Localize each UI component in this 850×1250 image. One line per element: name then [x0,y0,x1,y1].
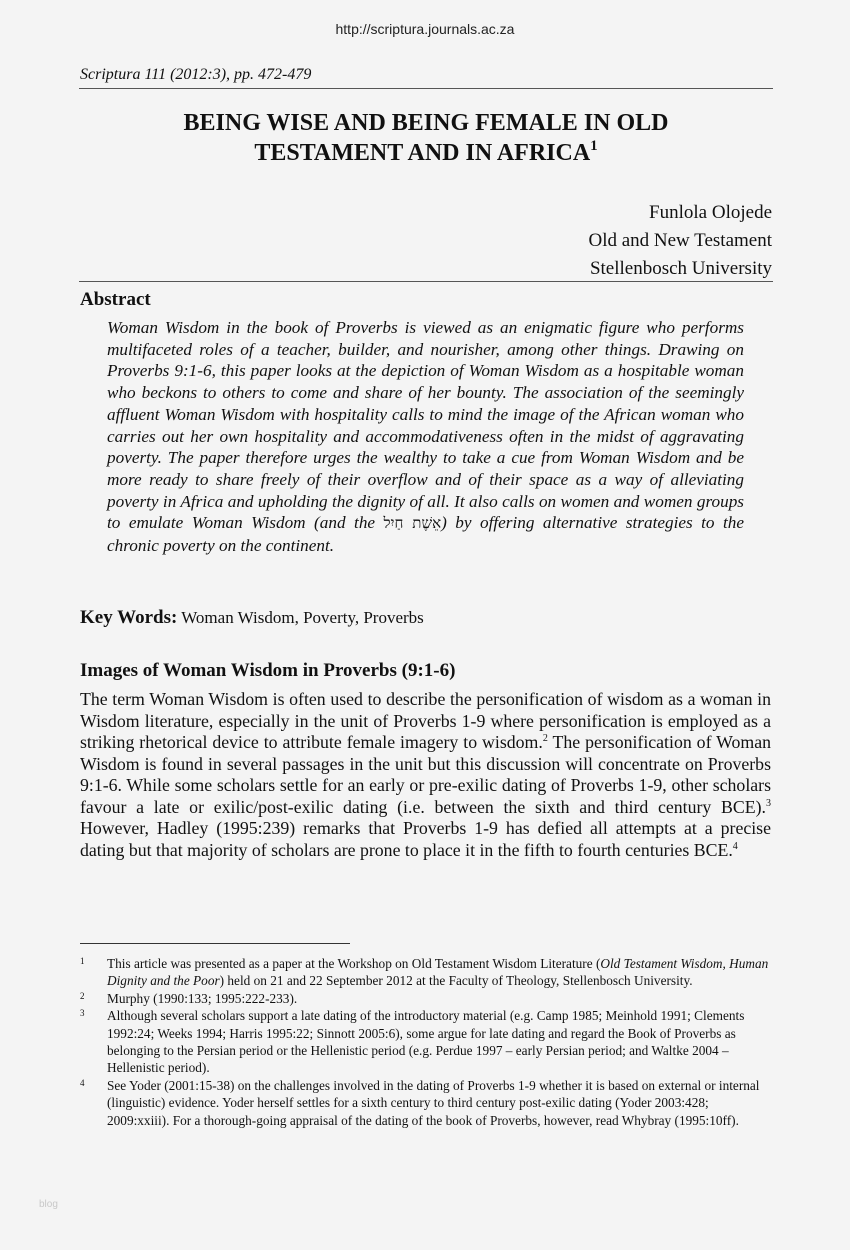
abstract-text [107,317,744,557]
footnote [80,955,772,990]
journal-reference: Scriptura 111 (2012:3), pp. 472-479 [80,66,312,83]
keywords-label: Key Words: [80,607,178,628]
footnotes [80,955,772,1129]
article-title [80,108,772,168]
footnote-text: See Yoder (2001:15-38) on the challenges involved in the dating of Proverbs 1-9 whether it is based on external or internal (linguistic) evidence. Yoder herself settles for a sixth century to third century post-exilic dating (Yoder 2003:428; 2009:xxiii). For a thorough-going appraisal of the dating of the book of Proverbs, however, read Whybray (1995:10ff). [107,1077,760,1128]
body-text-part-2: The personification of Woman Wisdom is found in several passages in the unit but this discussion will concentrate on Proverbs 9:1-6. While some scholars settle for an early or pre-exilic dating of Proverbs 1-9, other scholars favour a late or exilic/post-exilic dating (i.e. between the sixth and third century BCE). [80,732,771,817]
author-name: Funlola Olojede [649,202,772,223]
abstract-heading: Abstract [80,289,151,310]
author-block [588,199,772,283]
footnote-text: ) held on 21 and 22 September 2012 at the Faculty of Theology, Stellenbosch University. [219,973,693,989]
watermark: blog [39,1199,58,1210]
title-line-1: BEING WISE AND BEING FEMALE IN OLD [183,110,669,136]
body-paragraph [80,689,771,861]
author-department: Old and New Testament [588,230,772,251]
source-url[interactable]: http://scriptura.journals.ac.za [335,21,515,37]
footnote-text: Although several scholars support a late dating of the introductory material (e.g. Camp 1985; Meinhold 1991; Clements 1992:24; Weeks 1994; Harris 1995:22; Sinnott 2005:6), some argue for late dating and regard the Book of Proverbs as belonging to the Persian period or the Hellenistic period (e.g. Perdue 1997 – early Persian period; and Waltke 2004 – Hellenistic period). [107,1008,745,1076]
keywords [80,607,424,629]
author-institution: Stellenbosch University [589,258,772,279]
footnote-divider [80,943,350,944]
abstract-text-part-1: Woman Wisdom in the book of Proverbs is viewed as an enigmatic figure who performs multifaceted roles of a teacher, builder, and nourisher, among other things. Drawing on Proverbs 9:1-6, this paper looks at the depiction of Woman Wisdom as a hospitable woman who beckons to others to come and share of her bounty. The association of the seemingly affluent Woman Wisdom with hospitality calls to mind the image of the African woman who carries out her own hospitality and accommodativeness often in the midst of aggravating poverty. The paper therefore urges the wealthy to take a cue from Woman Wisdom and be more ready to share freely of their overflow and of their space as a way of alleviating poverty in Africa and upholding the dignity of all. It also calls on women and women groups to emulate Woman Wisdom (and the [107,318,744,533]
abstract-text-part-2: ) by offering alternative strategies to the chronic poverty on the continent. [107,513,745,556]
author-divider [79,281,773,282]
footnote-ref-2[interactable]: 2 [542,733,548,744]
title-footnote-mark[interactable]: 1 [590,138,598,154]
body-text-part-1: The term Woman Wisdom is often used to describe the personification of wisdom as a woman in Wisdom literature, especially in the unit of Proverbs 1-9 where personification is employed as a striking rhetorical device to attribute female imagery to wisdom. [80,689,771,752]
title-line-2-text: TESTAMENT AND IN AFRICA [254,140,591,166]
section-heading: Images of Woman Wisdom in Proverbs (9:1-6) [80,660,456,681]
footnote-number: 2 [80,990,85,1001]
footnote-number: 3 [80,1008,85,1019]
footnote-text: Murphy (1990:133; 1995:222-233). [107,990,298,1006]
footnote-ref-4[interactable]: 4 [732,840,738,852]
header-divider [79,88,773,89]
hebrew-phrase: אֵשֶׁת חַיִל [383,514,442,533]
footnote-ref-3[interactable]: 3 [766,797,771,809]
footnote-text: This article was presented as a paper at the Workshop on Old Testament Wisdom Literature ( [107,956,601,971]
footnote [80,990,772,1007]
body-text-part-3: However, Hadley (1995:239) remarks that Proverbs 1-9 has defied all attempts at a precise dating but that majority of scholars are prone to place it in the fifth to fourth centuries BCE. [80,818,771,860]
footnote [80,1077,772,1129]
footnote-italic-title: Old Testament Wisdom, Human Dignity and the Poor [107,956,769,989]
footnote-number: 4 [80,1077,85,1088]
keywords-value: Woman Wisdom, Poverty, Proverbs [181,608,424,627]
footnote [80,1007,772,1077]
title-line-2 [80,138,772,168]
footnote-number: 1 [80,956,85,966]
